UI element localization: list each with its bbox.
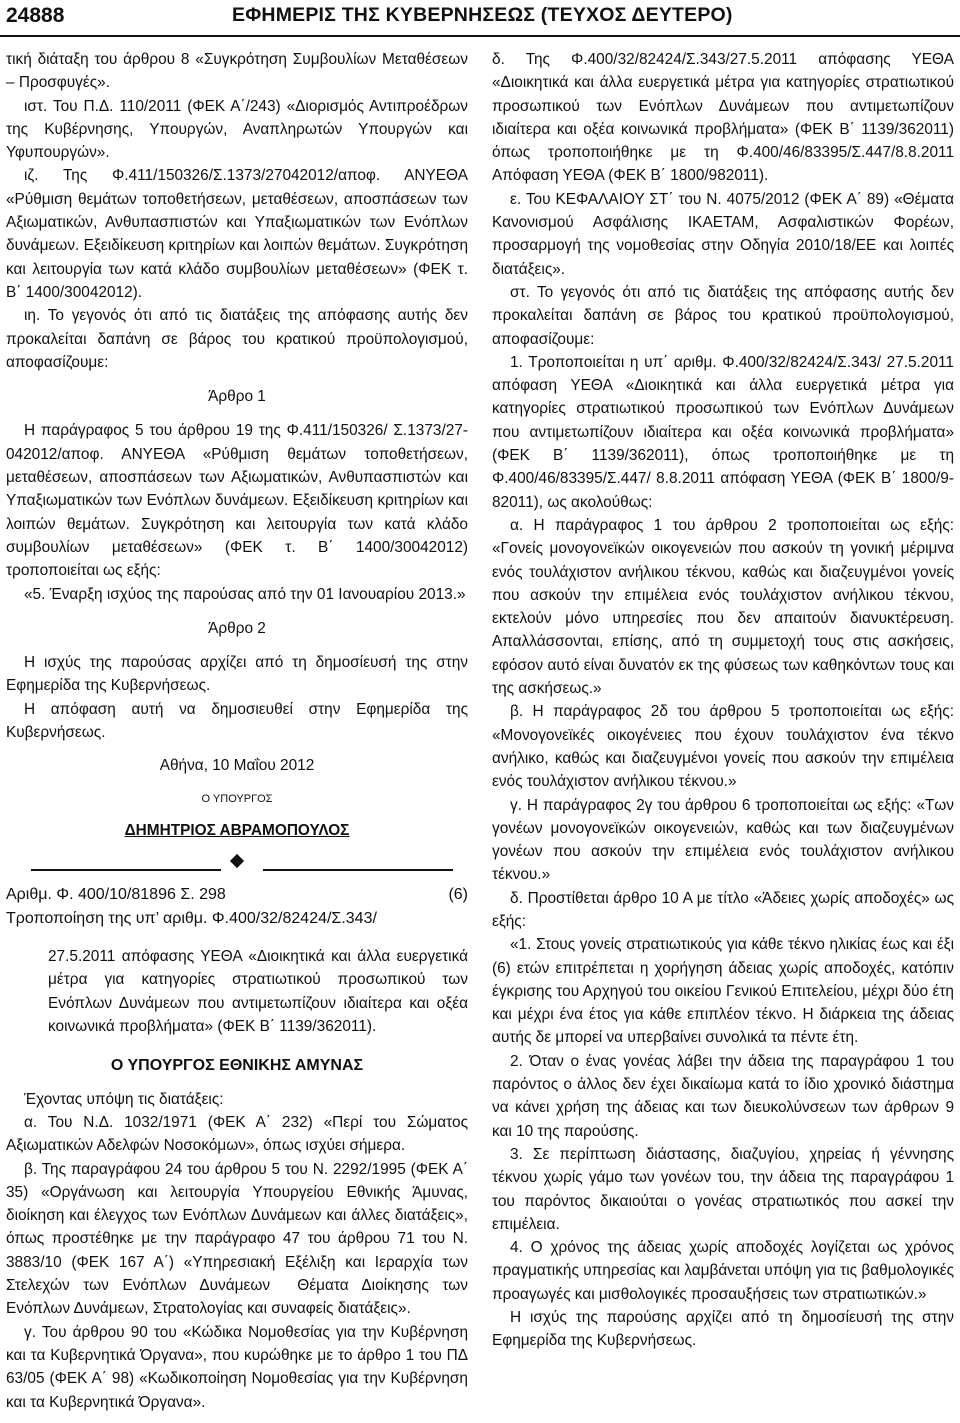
- paragraph: Έχοντας υπόψη τις διατάξεις:: [24, 1090, 224, 1108]
- page-number: 24888: [6, 4, 65, 27]
- paragraph: β. Η παράγραφος 2δ του άρθρου 5 τροποποιείται ως εξής: «Μονογονεϊκές οικογένειες που έχουν τουλάχιστον ένα τέκνο ανήλικο, καθώς και διαζευγμένοι γονείς που ασκούν την επιμέλεια ενός τουλάχιστον ανήλικου τέκνου.»: [492, 703, 954, 791]
- paragraph: ιη. Το γεγονός ότι από τις διατάξεις της απόφασης αυτής δεν προκαλείται δαπάνη σε βάρος του κρατικού προϋπολογισμού, αποφασίζουμε:: [6, 307, 468, 371]
- authority-heading: Ο ΥΠΟΥΡΓΟΣ ΕΘΝΙΚΗΣ ΑΜΥΝΑΣ: [110, 1057, 364, 1075]
- paragraph: ιστ. Του Π.Δ. 110/2011 (ΦΕΚ Α΄/243) «Διορισμός Αντιπροέδρων της Κυβέρνησης, Υπουργών, Αναπληρωτών Υπουργών και Υφυπουργών».: [6, 97, 468, 162]
- paragraph: 3. Σε περίπτωση διάστασης, διαζυγίου, χηρείας ή γέννησης τέκνου χωρίς γάμο των γονέων του, την άδεια της παραγράφου 1 του παρόντος δικαιούται ο γονέας στρατιωτικός που ασκεί την επιμέλεια.: [492, 1145, 954, 1233]
- paragraph: Η ισχύς της παρούσας αρχίζει από τη δημοσίευσή της στην Εφημερίδα της Κυβερνήσεως.: [6, 654, 468, 695]
- paragraph: Η ισχύς της παρούσης αρχίζει από τη δημοσίευσή της στην Εφημερίδα της Κυβερνήσεως.: [492, 1309, 954, 1350]
- header-rule: [0, 35, 960, 37]
- decision-sequence: (6): [448, 886, 468, 904]
- gazette-title: ΕΦΗΜΕΡΙΣ ΤΗΣ ΚΥΒΕΡΝΗΣΕΩΣ (ΤΕΥΧΟΣ ΔΕΥΤΕΡΟ): [232, 4, 733, 26]
- article-heading: Άρθρο 1: [208, 388, 266, 406]
- decision-number-row: [6, 883, 468, 906]
- paragraph: 2. Όταν ο ένας γονέας λάβει την άδεια της παραγράφου 1 του παρόντος ο άλλος δεν έχει δικαίωμα κατά το ίδιο χρονικό διάστημα να κάνει χρήση της άδειας και των διευκολύνσεων των άρθρων 9 και 10 της παρούσης.: [492, 1052, 954, 1140]
- decision-title: 27.5.2011 απόφασης ΥΕΘΑ «Διοικητικά και άλλα ευεργετικά μέτρα για κατηγορίες στρατιωτικού προσωπικού των Ενόπλων Δυνάμεων που αντιμετωπίζουν ιδιαίτερα και οξέα κοινωνικά προβλήματα» (ΦΕΚ Β΄ 1139/362011).: [48, 948, 468, 1036]
- paragraph: δ. Προστίθεται άρθρο 10 Α με τίτλο «Άδειες χωρίς αποδοχές» ως εξής:: [492, 889, 954, 930]
- paragraph: «1. Στους γονείς στρατιωτικούς για κάθε τέκνο ηλικίας έως και έξι (6) ετών επιτρέπεται η χορήγηση άδειας χωρίς αποδοχές, κατόπιν έγκρισης του Αρχηγού του οικείου Γενικού Επιτελείου, μέχρι δύο έτη και μέχρι ένα έτος για κάθε επιπλέον τέκνο. Η διάρκεια της άδειας αυτής δε μπορεί να υπερβαίνει συνολικά τα πέντε έτη.: [492, 936, 954, 1047]
- paragraph: 1. Τροποποιείται η υπ΄ αριθμ. Φ.400/32/82424/Σ.343/ 27.5.2011 απόφαση ΥΕΘΑ «Διοικητικά και άλλα ευεργετικά μέτρα για κατηγορίες στρατιωτικού προσωπικού των Ενόπλων Δυνάμεων που αντιμετωπίζουν ιδιαίτερα και οξέα κοινωνικά προβλήματα» (ΦΕΚ Β΄ 1139/362011), όπως τροποποιήθηκε με τη Φ.400/46/83395/Σ.447/ 8.8.2011 απόφαση ΥΕΘΑ (ΦΕΚ Β΄ 1800/982011), ως ακολούθως:: [492, 353, 954, 511]
- place-date: Αθήνα, 10 Μαΐου 2012: [159, 757, 315, 775]
- paragraph: γ. Η παράγραφος 2γ του άρθρου 6 τροποποιείται ως εξής: «Των γονέων μονογονεϊκών οικογενειών, καθώς και των διαζευγμένων γονέων που ασκούν την επιμέλεια ενός τουλάχιστον ανήλικου τέκνου.»: [492, 796, 954, 884]
- right-column: [492, 48, 954, 1353]
- decision-title-first: Τροποποίηση της υπ’ αριθμ. Φ.400/32/82424/Σ.343/: [6, 909, 377, 927]
- paragraph: Η απόφαση αυτή να δημοσιευθεί στην Εφημερίδα της Κυβερνήσεως.: [6, 700, 468, 742]
- paragraph: 4. Ο χρόνος της άδειας χωρίς αποδοχές λογίζεται ως χρόνος πραγματικής υπηρεσίας και λαμβάνεται υπόψη για τις βαθμολογικές προαγωγές και μισθολογικές προσαυξήσεις των στρατιωτικών.»: [492, 1239, 954, 1303]
- paragraph: α. Του Ν.Δ. 1032/1971 (ΦΕΚ Α΄ 232) «Περί του Σώματος Αξιωματικών Αδελφών Νοσοκόμων», όπως ισχύει σήμερα.: [6, 1113, 468, 1155]
- paragraph: στ. Το γεγονός ότι από τις διατάξεις της απόφασης αυτής δεν προκαλείται δαπάνη σε βάρος του κρατικού προϋπολογισμού, αποφασίζουμε:: [492, 283, 954, 348]
- paragraph: α. Η παράγραφος 1 του άρθρου 2 τροποποιείται ως εξής: «Γονείς μονογονεϊκών οικογενειών που ασκούν τη γονική μέριμνα ενός τουλάχιστον ανήλικου τέκνου, καθώς και διαζευγμένοι γονείς που ασκούν την επιμέλεια ενός τουλάχιστον ανήλικου τέκνου, εκτελούν μόνο υπηρεσίες που δεν απαιτούν διανυκτέρευση. Απαλλάσσονται, επίσης, από τη συμμετοχή τους στις ασκήσεις, εφόσον αυτό είναι δυνατόν εκ της φύσεως των καθηκόντων τους και της ασκήσεως.»: [492, 516, 954, 698]
- paragraph: δ. Της Φ.400/32/82424/Σ.343/27.5.2011 απόφασης ΥΕΘΑ «Διοικητικά και άλλα ευεργετικά μέτρα για κατηγορίες στρατιωτικού προσωπικού των Ενόπλων Δυνάμεων που αντιμετωπίζουν ιδιαίτερα και οξέα κοινωνικά προβλήματα» (ΦΕΚ Β΄ 1139/362011) όπως τροποποιήθηκε με τη Φ.400/46/83395/Σ.447/8.8.2011 Απόφαση ΥΕΘΑ (ΦΕΚ Β΄ 1800/982011).: [492, 51, 954, 185]
- minister-signature: ΔΗΜΗΤΡΙΟΣ ΑΒΡΑΜΟΠΟΥΛΟΣ: [124, 821, 350, 839]
- page-header: [0, 0, 960, 42]
- decision-number: Αριθμ. Φ. 400/10/81896 Σ. 298: [6, 886, 226, 904]
- paragraph: ε. Του ΚΕΦΑΛΑΙΟΥ ΣΤ΄ του Ν. 4075/2012 (ΦΕΚ Α΄ 89) «Θέματα Κανονισμού Ασφάλισης ΙΚΑΕΤΑΜ, Ασφαλιστικών Φορέων, προσαρμογή της νομοθεσίας στην Οδηγία 2010/18/ΕΕ και λοιπές διατάξεις».: [492, 190, 954, 278]
- paragraph: «5. Έναρξη ισχύος της παρούσας από την 01 Ιανουαρίου 2013.»: [24, 585, 466, 603]
- separator-line: [6, 863, 468, 877]
- paragraph: ιζ. Της Φ.411/150326/Σ.1373/27042012/αποφ. ΑΝΥΕΘΑ «Ρύθμιση θεμάτων τοποθετήσεων, μεταθέσεων, αποσπάσεων των Αξιωματικών, Ανθυπασπιστών και Υπαξιωματικών των Ενόπλων δυνάμεων. Εξειδίκευση κριτηρίων και λοιπών θεμάτων. Συγκρότηση και λειτουργία των κατά κλάδο συμβουλίων μεταθέσεων» (ΦΕΚ τ. Β΄ 1400/30042012).: [6, 167, 468, 301]
- paragraph: Η παράγραφος 5 του άρθρου 19 της Φ.411/150326/ Σ.1373/27042012/αποφ. ΑΝΥΕΘΑ «Ρύθμιση θεμάτων τοποθετήσεων, μεταθέσεων, αποσπάσεων των Αξιωματικών, Ανθυπασπιστών και Υπαξιωματικών των Ενόπλων δυνάμεων. Εξειδίκευση κριτηρίων και λοιπών θεμάτων. Συγκρότηση και λειτουργία των κατά κλάδο συμβουλίων μεταθέσεων» (ΦΕΚ τ. Β΄ 1400/30042012) τροποποιείται ως εξής:: [6, 422, 468, 580]
- minister-title: Ο ΥΠΟΥΡΓΟΣ: [201, 792, 273, 805]
- article-heading: Άρθρο 2: [208, 619, 266, 637]
- paragraph: β. Της παραγράφου 24 του άρθρου 5 του Ν. 2292/1995 (ΦΕΚ Α΄ 35) «Οργάνωση και λειτουργία Υπουργείου Εθνικής Άμυνας, διοίκηση και έλεγχος των Ενόπλων Δυνάμεων και άλλες διατάξεις», όπως προστέθηκε με την παράγραφο 47 του άρθρου 71 του Ν. 3883/10 (ΦΕΚ 167 Α΄) «Υπηρεσιακή Εξέλιξη και Ιεραρχία των Στελεχών των Ενόπλων Δυνάμεων Θέματα Διοίκησης των Ενόπλων Δυνάμεων, Στρατολογίας και συναφείς διατάξεις».: [6, 1160, 468, 1318]
- paragraph: τική διάταξη του άρθρου 8 «Συγκρότηση Συμβουλίων Μεταθέσεων – Προσφυγές».: [6, 51, 468, 92]
- paragraph: γ. Του άρθρου 90 του «Κώδικα Νομοθεσίας για την Κυβέρνηση και τα Κυβερνητικά Όργανα», που κυρώθηκε με το άρθρο 1 του ΠΔ 63/05 (ΦΕΚ Α΄ 98) «Κωδικοποίηση Νομοθεσίας για την Κυβέρνηση και τα Κυβερνητικά Όργανα».: [6, 1323, 468, 1411]
- left-column: [6, 48, 468, 1414]
